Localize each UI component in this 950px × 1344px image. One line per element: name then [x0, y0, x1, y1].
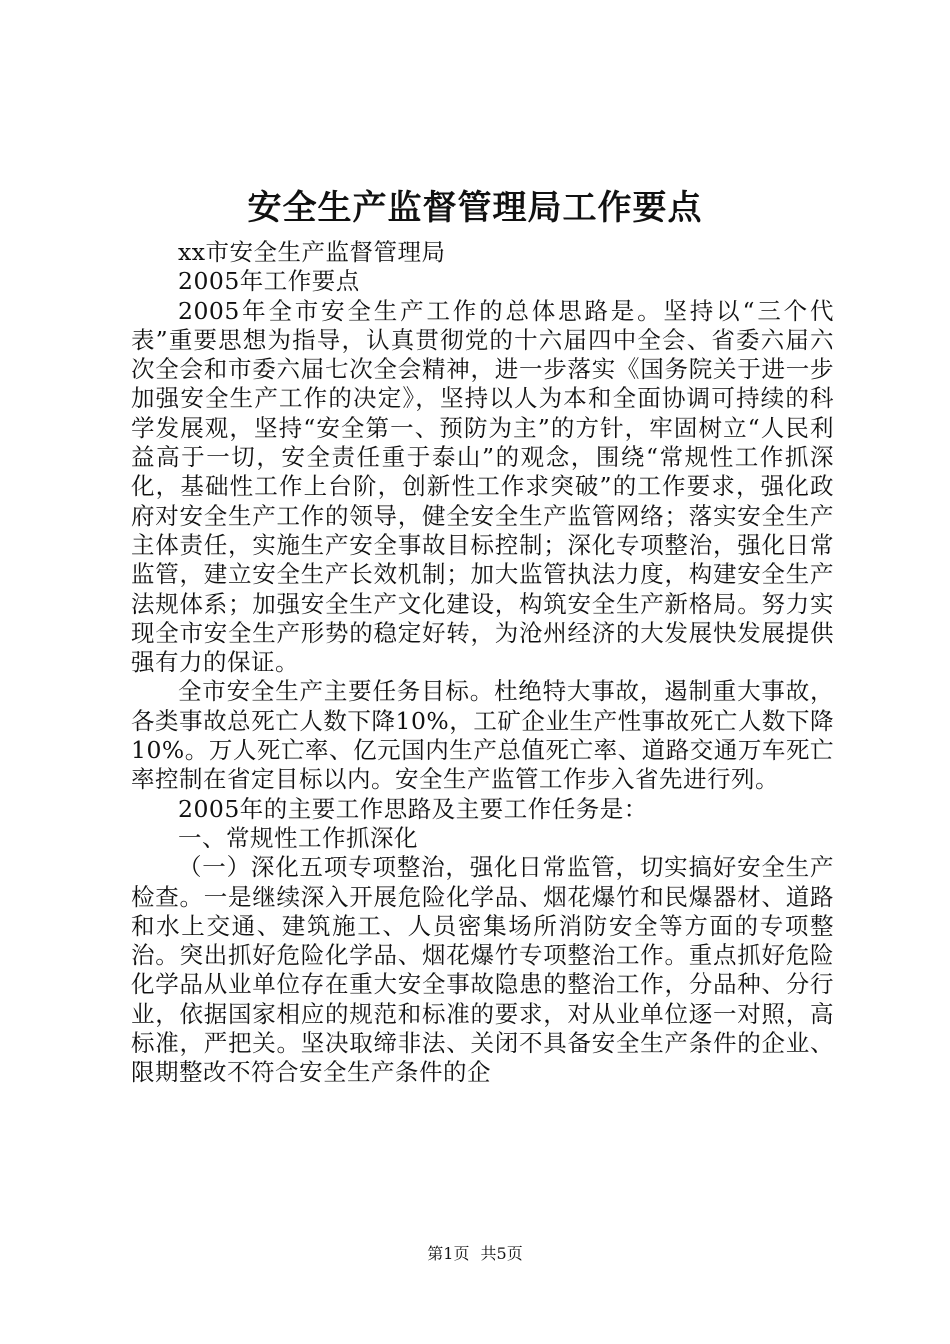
- paragraph-task-goals: 全市安全生产主要任务目标。杜绝特大事故，遏制重大事故，各类事故总死亡人数下降10%，工矿企业生产性事故死亡人数下降10%。万人死亡率、亿元国内生产总值死亡率、道路交通万车死亡率控制在省定目标以内。安全生产监管工作步入省先进行列。: [131, 677, 834, 794]
- paragraph-item-1: （一）深化五项专项整治，强化日常监管，切实搞好安全生产检查。一是继续深入开展危险化学品、烟花爆竹和民爆器材、道路和水上交通、建筑施工、人员密集场所消防安全等方面的专项整治。突出抓好危险化学品、烟花爆竹专项整治工作。重点抓好危险化学品从业单位存在重大安全事故隐患的整治工作，分品种、分行业，依据国家相应的规范和标准的要求，对从业单位逐一对照，高标准，严把关。坚决取缔非法、关闭不具备安全生产条件的企业、限期整改不符合安全生产条件的企: [131, 853, 834, 1087]
- paragraph-subtitle: 2005年工作要点: [178, 267, 360, 296]
- paragraph-overall-approach: 2005年全市安全生产工作的总体思路是。坚持以“三个代表”重要思想为指导，认真贯彻党的十六届四中全会、省委六届六次全会和市委六届七次全会精神，进一步落实《国务院关于进一步加强安全生产工作的决定》，坚持以人为本和全面协调可持续的科学发展观，坚持“安全第一、预防为主”的方针，牢固树立“人民利益高于一切，安全责任重于泰山”的观念，围绕“常规性工作抓深化，基础性工作上台阶，创新性工作求突破”的工作要求，强化政府对安全生产工作的领导，健全安全生产监管网络；落实安全生产主体责任，实施生产安全事故目标控制；深化专项整治，强化日常监管，建立安全生产长效机制；加大监管执法力度，构建安全生产法规体系；加强安全生产文化建设，构筑安全生产新格局。努力实现全市安全生产形势的稳定好转，为沧州经济的大发展快发展提供强有力的保证。: [131, 296, 834, 677]
- section-heading-1: 一、常规性工作抓深化: [178, 823, 418, 852]
- document-title: 安全生产监督管理局工作要点: [247, 188, 703, 228]
- document-body: [131, 238, 834, 1088]
- page-footer: 第1页 共5页: [427, 1244, 523, 1263]
- paragraph-work-intro: 2005年的主要工作思路及主要工作任务是：: [178, 794, 648, 823]
- paragraph-issuer: xx市安全生产监督管理局: [178, 238, 446, 266]
